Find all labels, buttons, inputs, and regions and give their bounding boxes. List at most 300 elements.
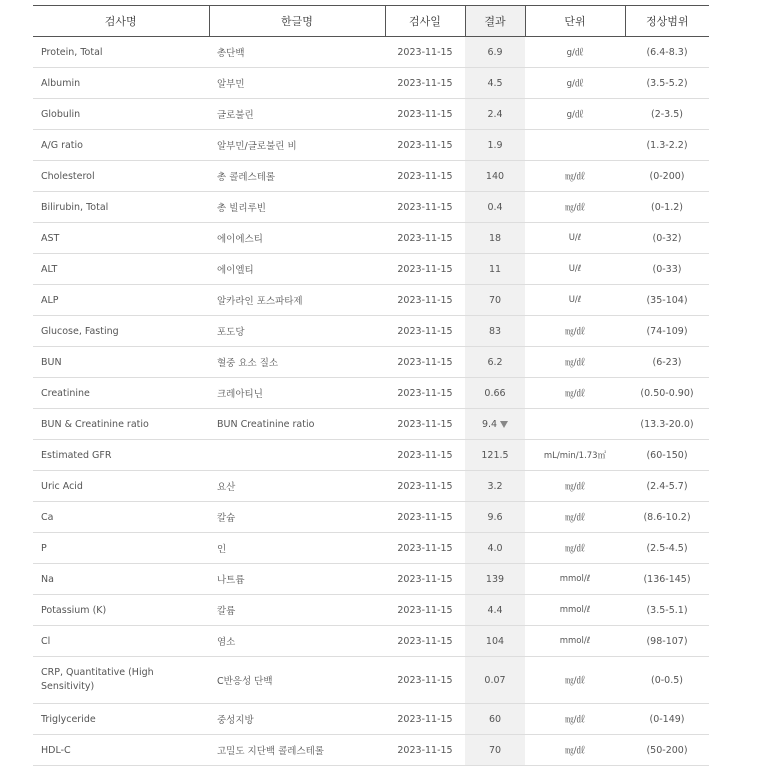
cell-normal-range xyxy=(625,316,709,347)
cell-normal-range xyxy=(625,378,709,409)
cell-korean-name xyxy=(209,223,385,254)
cell-test-name xyxy=(33,378,209,409)
cell-normal-range-text: (2.4-5.7) xyxy=(646,480,688,492)
cell-result xyxy=(465,704,525,735)
cell-result-text: 4.0 xyxy=(487,542,503,554)
cell-unit xyxy=(525,735,625,766)
cell-normal-range-text: (13.3-20.0) xyxy=(640,418,694,430)
cell-unit xyxy=(525,37,625,68)
cell-korean-name-text: 칼륨 xyxy=(217,606,236,617)
cell-test-date xyxy=(385,192,465,223)
cell-korean-name xyxy=(209,502,385,533)
cell-test-date xyxy=(385,704,465,735)
cell-normal-range-text: (0-33) xyxy=(652,263,682,275)
header-korean-name: 한글명 xyxy=(209,6,385,37)
cell-unit xyxy=(525,68,625,99)
cell-test-date xyxy=(385,735,465,766)
table-row xyxy=(33,409,709,440)
cell-test-date xyxy=(385,626,465,657)
cell-result xyxy=(465,626,525,657)
cell-test-date xyxy=(385,223,465,254)
cell-test-name xyxy=(33,68,209,99)
cell-unit xyxy=(525,595,625,626)
cell-result-text: 3.2 xyxy=(487,480,503,492)
cell-korean-name-text: 포도당 xyxy=(217,327,245,338)
cell-korean-name-text: 총단백 xyxy=(217,48,245,59)
cell-korean-name-text: 혈중 요소 질소 xyxy=(217,358,279,369)
cell-test-name xyxy=(33,316,209,347)
cell-normal-range xyxy=(625,533,709,564)
cell-test-date-text: 2023-11-15 xyxy=(397,635,453,647)
cell-result xyxy=(465,502,525,533)
cell-korean-name-text: 크레아티닌 xyxy=(217,389,263,400)
cell-unit-text: ㎎/㎗ xyxy=(565,203,585,213)
cell-korean-name-text: 중성지방 xyxy=(217,715,254,726)
table-row xyxy=(33,533,709,564)
cell-unit-text: mmol/ℓ xyxy=(559,574,591,584)
cell-normal-range xyxy=(625,68,709,99)
cell-korean-name xyxy=(209,68,385,99)
cell-result xyxy=(465,68,525,99)
cell-korean-name xyxy=(209,161,385,192)
cell-result xyxy=(465,192,525,223)
table-row xyxy=(33,378,709,409)
cell-result-text: 18 xyxy=(488,232,502,244)
cell-test-date xyxy=(385,254,465,285)
cell-unit xyxy=(525,161,625,192)
cell-korean-name xyxy=(209,316,385,347)
cell-test-name-text: Estimated GFR xyxy=(41,449,112,461)
cell-normal-range xyxy=(625,471,709,502)
cell-test-name xyxy=(33,657,209,704)
table-row xyxy=(33,192,709,223)
cell-result xyxy=(465,440,525,471)
cell-test-date-text: 2023-11-15 xyxy=(397,294,453,306)
cell-normal-range-text: (60-150) xyxy=(646,449,688,461)
cell-test-name-text: Protein, Total xyxy=(41,46,103,58)
cell-result-text: 70 xyxy=(488,744,502,756)
cell-normal-range xyxy=(625,347,709,378)
cell-normal-range xyxy=(625,192,709,223)
cell-test-date-text: 2023-11-15 xyxy=(397,232,453,244)
cell-unit xyxy=(525,533,625,564)
cell-normal-range xyxy=(625,657,709,704)
cell-result xyxy=(465,595,525,626)
cell-normal-range-text: (0-149) xyxy=(649,713,685,725)
cell-test-date-text: 2023-11-15 xyxy=(397,604,453,616)
table-row xyxy=(33,223,709,254)
cell-unit xyxy=(525,471,625,502)
cell-unit xyxy=(525,626,625,657)
cell-result xyxy=(465,254,525,285)
cell-result xyxy=(465,471,525,502)
cell-korean-name-text: C반응성 단백 xyxy=(217,676,273,687)
cell-normal-range xyxy=(625,223,709,254)
cell-result-text: 83 xyxy=(488,325,502,337)
cell-result-text: 0.07 xyxy=(484,674,506,686)
cell-result xyxy=(465,285,525,316)
cell-unit xyxy=(525,704,625,735)
header-unit: 단위 xyxy=(525,6,625,37)
cell-test-date xyxy=(385,37,465,68)
cell-test-name-text: Triglyceride xyxy=(41,713,96,725)
cell-normal-range-text: (0-1.2) xyxy=(651,201,683,213)
cell-result-text: 0.66 xyxy=(484,387,506,399)
cell-unit-text: g/㎗ xyxy=(566,79,584,89)
cell-test-name-text: HDL-C xyxy=(41,744,71,756)
cell-korean-name-text: 글로불린 xyxy=(217,110,254,121)
cell-korean-name xyxy=(209,704,385,735)
table-row xyxy=(33,626,709,657)
cell-unit xyxy=(525,347,625,378)
cell-result xyxy=(465,657,525,704)
cell-normal-range-text: (0.50-0.90) xyxy=(640,387,694,399)
table-row xyxy=(33,564,709,595)
cell-normal-range xyxy=(625,502,709,533)
cell-test-name-text: BUN & Creatinine ratio xyxy=(41,418,149,430)
cell-result-text: 9.6 xyxy=(487,511,503,523)
cell-test-name xyxy=(33,37,209,68)
cell-test-name xyxy=(33,99,209,130)
cell-test-date-text: 2023-11-15 xyxy=(397,46,453,58)
cell-test-date xyxy=(385,502,465,533)
cell-test-date-text: 2023-11-15 xyxy=(397,356,453,368)
table-row xyxy=(33,657,709,704)
cell-korean-name xyxy=(209,254,385,285)
cell-normal-range-text: (8.6-10.2) xyxy=(643,511,691,523)
cell-test-name xyxy=(33,564,209,595)
header-result: 결과 xyxy=(465,6,525,37)
cell-normal-range-text: (2.5-4.5) xyxy=(646,542,688,554)
cell-unit-text: ㎎/㎗ xyxy=(565,482,585,492)
cell-test-date-text: 2023-11-15 xyxy=(397,542,453,554)
table-header xyxy=(33,6,709,37)
cell-korean-name xyxy=(209,130,385,161)
table-row xyxy=(33,37,709,68)
cell-korean-name xyxy=(209,285,385,316)
cell-test-date xyxy=(385,471,465,502)
cell-test-date-text: 2023-11-15 xyxy=(397,449,453,461)
cell-normal-range xyxy=(625,704,709,735)
cell-result xyxy=(465,37,525,68)
cell-test-date xyxy=(385,68,465,99)
cell-unit xyxy=(525,192,625,223)
cell-korean-name xyxy=(209,347,385,378)
table-row xyxy=(33,347,709,378)
cell-result xyxy=(465,735,525,766)
cell-test-name-text: Uric Acid xyxy=(41,480,83,492)
cell-korean-name-text: 칼슘 xyxy=(217,513,236,524)
cell-normal-range xyxy=(625,99,709,130)
cell-test-date-text: 2023-11-15 xyxy=(397,713,453,725)
cell-korean-name-text: 알부민/글로불린 비 xyxy=(217,141,297,152)
table-row xyxy=(33,130,709,161)
header-normal-range: 정상범위 xyxy=(625,6,709,37)
cell-normal-range xyxy=(625,626,709,657)
cell-test-date xyxy=(385,347,465,378)
cell-test-name-text: Glucose, Fasting xyxy=(41,325,119,337)
cell-korean-name xyxy=(209,595,385,626)
cell-result-text: 4.4 xyxy=(487,604,503,616)
cell-korean-name-text: 총 콜레스테롤 xyxy=(217,172,276,183)
cell-result xyxy=(465,409,525,440)
cell-korean-name xyxy=(209,533,385,564)
cell-test-date-text: 2023-11-15 xyxy=(397,325,453,337)
cell-test-name xyxy=(33,626,209,657)
cell-test-name-text: BUN xyxy=(41,356,62,368)
cell-normal-range xyxy=(625,735,709,766)
table-row xyxy=(33,502,709,533)
cell-test-name xyxy=(33,533,209,564)
cell-result-text: 60 xyxy=(488,713,502,725)
cell-unit xyxy=(525,285,625,316)
cell-result-text: 9.4 xyxy=(481,418,498,430)
cell-unit xyxy=(525,130,625,161)
cell-test-name-text: Potassium (K) xyxy=(41,604,107,616)
table-row xyxy=(33,254,709,285)
cell-test-date xyxy=(385,99,465,130)
cell-unit xyxy=(525,440,625,471)
table-row xyxy=(33,161,709,192)
cell-result xyxy=(465,347,525,378)
cell-result-text: 140 xyxy=(485,170,505,182)
cell-korean-name xyxy=(209,564,385,595)
cell-test-name xyxy=(33,471,209,502)
cell-unit xyxy=(525,409,625,440)
cell-test-name xyxy=(33,223,209,254)
cell-test-name xyxy=(33,440,209,471)
cell-test-date-text: 2023-11-15 xyxy=(397,418,453,430)
table-row xyxy=(33,704,709,735)
cell-normal-range xyxy=(625,564,709,595)
cell-result xyxy=(465,533,525,564)
cell-unit-text: g/㎗ xyxy=(566,48,584,58)
cell-normal-range-text: (2-3.5) xyxy=(651,108,683,120)
cell-korean-name xyxy=(209,471,385,502)
cell-result-text: 139 xyxy=(485,573,505,585)
cell-korean-name-text: 에이엘티 xyxy=(217,265,254,276)
cell-korean-name-text: 알부민 xyxy=(217,79,245,90)
cell-test-name-text: ALT xyxy=(41,263,58,275)
cell-unit-text: U/ℓ xyxy=(568,264,582,274)
cell-result-text: 6.2 xyxy=(487,356,503,368)
cell-korean-name-text: 에이에스티 xyxy=(217,234,263,245)
cell-test-date-text: 2023-11-15 xyxy=(397,511,453,523)
cell-test-name-text: Bilirubin, Total xyxy=(41,201,109,213)
cell-result xyxy=(465,161,525,192)
cell-unit xyxy=(525,564,625,595)
cell-test-name xyxy=(33,595,209,626)
cell-korean-name xyxy=(209,626,385,657)
cell-korean-name-text: 총 빌리루빈 xyxy=(217,203,266,214)
cell-normal-range-text: (0-0.5) xyxy=(651,674,683,686)
cell-result-text: 11 xyxy=(488,263,502,275)
cell-normal-range-text: (3.5-5.2) xyxy=(646,77,688,89)
cell-unit-text: ㎎/㎗ xyxy=(565,513,585,523)
cell-unit xyxy=(525,99,625,130)
cell-test-name xyxy=(33,161,209,192)
cell-test-name xyxy=(33,285,209,316)
header-test-name: 검사명 xyxy=(33,6,209,37)
cell-normal-range xyxy=(625,409,709,440)
table-body xyxy=(33,37,709,766)
cell-korean-name-text: 요산 xyxy=(217,482,236,493)
cell-unit-text: mmol/ℓ xyxy=(559,605,591,615)
cell-test-date-text: 2023-11-15 xyxy=(397,744,453,756)
cell-test-name xyxy=(33,409,209,440)
cell-unit-text: U/ℓ xyxy=(568,233,582,243)
cell-test-name xyxy=(33,254,209,285)
cell-unit-text: ㎎/㎗ xyxy=(565,327,585,337)
cell-result-text: 121.5 xyxy=(481,449,509,461)
cell-test-date-text: 2023-11-15 xyxy=(397,573,453,585)
cell-test-date xyxy=(385,595,465,626)
cell-unit-text: ㎎/㎗ xyxy=(565,389,585,399)
cell-test-name-text: ALP xyxy=(41,294,59,306)
cell-normal-range-text: (0-200) xyxy=(649,170,685,182)
cell-test-name-text: Cl xyxy=(41,635,51,647)
cell-test-name-text: AST xyxy=(41,232,60,244)
cell-normal-range-text: (98-107) xyxy=(646,635,688,647)
table-row xyxy=(33,68,709,99)
cell-korean-name xyxy=(209,99,385,130)
cell-result-text: 104 xyxy=(485,635,505,647)
cell-normal-range xyxy=(625,130,709,161)
cell-test-name xyxy=(33,502,209,533)
cell-unit-text: ㎎/㎗ xyxy=(565,715,585,725)
cell-test-date xyxy=(385,285,465,316)
cell-unit xyxy=(525,378,625,409)
cell-test-name xyxy=(33,130,209,161)
header-test-date: 검사일 xyxy=(385,6,465,37)
cell-unit-text: ㎎/㎗ xyxy=(565,676,585,686)
cell-result xyxy=(465,564,525,595)
cell-normal-range xyxy=(625,440,709,471)
cell-korean-name xyxy=(209,378,385,409)
cell-korean-name xyxy=(209,735,385,766)
cell-normal-range-text: (74-109) xyxy=(646,325,688,337)
cell-result-text: 6.9 xyxy=(487,46,503,58)
cell-normal-range-text: (136-145) xyxy=(643,573,691,585)
cell-unit-text: mL/min/1.73㎡ xyxy=(543,451,607,461)
cell-normal-range xyxy=(625,595,709,626)
cell-result-text: 2.4 xyxy=(487,108,503,120)
cell-test-name-text: Creatinine xyxy=(41,387,90,399)
cell-test-date xyxy=(385,130,465,161)
lab-results-table-wrap xyxy=(33,5,709,766)
cell-result xyxy=(465,223,525,254)
cell-test-name xyxy=(33,347,209,378)
cell-unit xyxy=(525,657,625,704)
cell-result xyxy=(465,316,525,347)
cell-normal-range-text: (50-200) xyxy=(646,744,688,756)
cell-unit-text: mmol/ℓ xyxy=(559,636,591,646)
cell-korean-name-text: 나트륨 xyxy=(217,575,245,586)
cell-test-date xyxy=(385,564,465,595)
cell-unit-text: g/㎗ xyxy=(566,110,584,120)
cell-normal-range-text: (1.3-2.2) xyxy=(646,139,688,151)
cell-test-name-text: Na xyxy=(41,573,54,585)
cell-test-name-text: Ca xyxy=(41,511,54,523)
cell-result xyxy=(465,130,525,161)
cell-test-date-text: 2023-11-15 xyxy=(397,108,453,120)
cell-test-name-text: P xyxy=(41,542,47,554)
cell-test-date-text: 2023-11-15 xyxy=(397,201,453,213)
cell-normal-range xyxy=(625,161,709,192)
cell-korean-name xyxy=(209,409,385,440)
cell-test-date-text: 2023-11-15 xyxy=(397,139,453,151)
cell-unit xyxy=(525,223,625,254)
cell-korean-name-text: BUN Creatinine ratio xyxy=(217,418,315,430)
lab-results-table xyxy=(33,5,709,766)
cell-test-date xyxy=(385,161,465,192)
cell-normal-range-text: (6-23) xyxy=(652,356,682,368)
table-row xyxy=(33,99,709,130)
cell-result-text: 0.4 xyxy=(487,201,503,213)
cell-result xyxy=(465,99,525,130)
table-row xyxy=(33,735,709,766)
cell-unit-text: ㎎/㎗ xyxy=(565,746,585,756)
cell-normal-range-text: (6.4-8.3) xyxy=(646,46,688,58)
cell-test-date xyxy=(385,657,465,704)
cell-korean-name-text: 고밀도 지단백 콜레스테롤 xyxy=(217,746,324,757)
cell-normal-range xyxy=(625,285,709,316)
cell-test-name xyxy=(33,735,209,766)
low-flag-down-arrow-icon xyxy=(500,421,508,428)
cell-test-name-text: Cholesterol xyxy=(41,170,95,182)
cell-test-date xyxy=(385,378,465,409)
table-row xyxy=(33,471,709,502)
cell-normal-range xyxy=(625,254,709,285)
cell-korean-name xyxy=(209,37,385,68)
cell-test-name xyxy=(33,192,209,223)
cell-korean-name-text: 염소 xyxy=(217,637,236,648)
cell-result xyxy=(465,378,525,409)
cell-unit-text: ㎎/㎗ xyxy=(565,358,585,368)
cell-test-date-text: 2023-11-15 xyxy=(397,480,453,492)
cell-korean-name xyxy=(209,657,385,704)
cell-test-name xyxy=(33,704,209,735)
cell-korean-name-text: 알카라인 포스파타제 xyxy=(217,296,303,307)
cell-test-name-text: Albumin xyxy=(41,77,81,89)
table-row xyxy=(33,595,709,626)
cell-unit-text: U/ℓ xyxy=(568,295,582,305)
cell-unit-text: ㎎/㎗ xyxy=(565,544,585,554)
cell-unit xyxy=(525,316,625,347)
table-row xyxy=(33,316,709,347)
cell-unit xyxy=(525,502,625,533)
cell-korean-name xyxy=(209,192,385,223)
cell-result-text: 4.5 xyxy=(487,77,503,89)
cell-normal-range xyxy=(625,37,709,68)
cell-test-date xyxy=(385,533,465,564)
cell-test-date-text: 2023-11-15 xyxy=(397,77,453,89)
table-row xyxy=(33,440,709,471)
cell-result-text: 70 xyxy=(488,294,502,306)
cell-result-text: 1.9 xyxy=(487,139,503,151)
cell-test-date-text: 2023-11-15 xyxy=(397,387,453,399)
cell-test-date xyxy=(385,316,465,347)
cell-test-name-text: CRP, Quantitative (High Sensitivity) xyxy=(41,667,154,692)
cell-test-name-text: Globulin xyxy=(41,108,81,120)
cell-unit xyxy=(525,254,625,285)
cell-normal-range-text: (35-104) xyxy=(646,294,688,306)
cell-test-date-text: 2023-11-15 xyxy=(397,170,453,182)
cell-korean-name xyxy=(209,440,385,471)
cell-test-date xyxy=(385,409,465,440)
cell-test-date-text: 2023-11-15 xyxy=(397,263,453,275)
cell-normal-range-text: (3.5-5.1) xyxy=(646,604,688,616)
